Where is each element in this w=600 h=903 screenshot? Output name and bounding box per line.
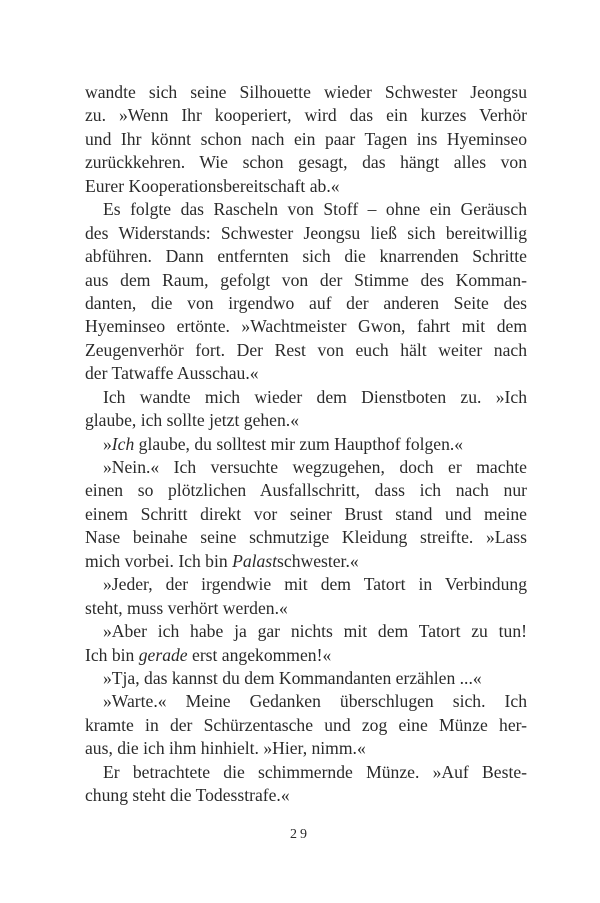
text-line: danten, die von irgendwo auf der anderen Seite des <box>85 292 527 313</box>
page-number: 29 <box>290 827 310 842</box>
text-line: »Warte.« Meine Gedanken überschlugen sich. Ich <box>103 691 527 712</box>
text-line: aus dem Raum, gefolgt von der Stimme des Komman- <box>85 269 527 290</box>
text-line: wandte sich seine Silhouette wieder Schwester Jeongsu <box>85 82 527 102</box>
book-page-body <box>85 81 527 808</box>
text-line: zu. »Wenn Ihr kooperiert, wird das ein kurzes Verhör <box>85 105 527 126</box>
text-line <box>85 644 527 667</box>
text-line: und Ihr könnt schon nach ein paar Tagen ins Hyeminseo <box>85 128 527 149</box>
text-segment: » <box>103 433 112 454</box>
text-line: »Nein.« Ich versuchte wegzugehen, doch er machte <box>103 457 527 477</box>
text-line <box>85 433 527 456</box>
text-line: aus, die ich ihm hinhielt. »Hier, nimm.« <box>85 738 366 759</box>
text-line: kramte in der Schürzentasche und zog eine Münze her- <box>85 714 527 735</box>
text-line: abführen. Dann entfernten sich die knarrenden Schritte <box>85 246 527 267</box>
text-line: Eurer Kooperationsbereitschaft ab.« <box>85 175 340 196</box>
text-line: Er betrachtete die schimmernde Münze. »Auf Beste- <box>103 761 527 782</box>
text-line: der Tatwaffe Ausschau.« <box>85 363 259 384</box>
text-line: chung steht die Todesstrafe.« <box>85 785 290 806</box>
text-line: Ich wandte mich wieder dem Dienstboten zu. »Ich <box>103 386 527 407</box>
text-line: »Aber ich habe ja gar nichts mit dem Tatort zu tun! <box>103 621 527 642</box>
text-line: glaube, ich sollte jetzt gehen.« <box>85 410 299 431</box>
text-line: Es folgte das Rascheln von Stoff – ohne ein Geräusch <box>103 199 527 220</box>
text-line: des Widerstands: Schwester Jeongsu ließ sich bereitwillig <box>85 222 527 243</box>
text-line: zurückkehren. Wie schon gesagt, das hängt alles von <box>85 152 527 173</box>
emphasis: gerade <box>138 644 188 665</box>
text-segment: Ich bin <box>85 644 139 665</box>
text-line: einen so plötzlichen Ausfallschritt, dass ich nach nur <box>85 480 527 501</box>
text-line: Zeugenverhör fort. Der Rest von euch hält weiter nach <box>85 339 527 360</box>
text-line: Nase beinahe seine schmutzige Kleidung streifte. »Lass <box>85 527 527 548</box>
text-line <box>85 550 527 573</box>
text-segment: glaube, du solltest mir zum Haupthof folgen.« <box>134 433 464 454</box>
emphasis: Palast <box>232 550 278 571</box>
emphasis: Ich <box>111 433 135 454</box>
text-segment: erst angekommen!« <box>187 644 332 665</box>
text-segment: mich vorbei. Ich bin <box>85 550 233 571</box>
text-segment: schwester.« <box>277 550 359 571</box>
text-line: »Tja, das kannst du dem Kommandanten erzählen ...« <box>103 667 482 688</box>
text-line: Hyeminseo ertönte. »Wachtmeister Gwon, fahrt mit dem <box>85 316 527 337</box>
text-line: steht, muss verhört werden.« <box>85 597 288 618</box>
text-line: einem Schritt direkt vor seiner Brust stand und meine <box>85 503 527 524</box>
text-line: »Jeder, der irgendwie mit dem Tatort in Verbindung <box>103 574 527 595</box>
